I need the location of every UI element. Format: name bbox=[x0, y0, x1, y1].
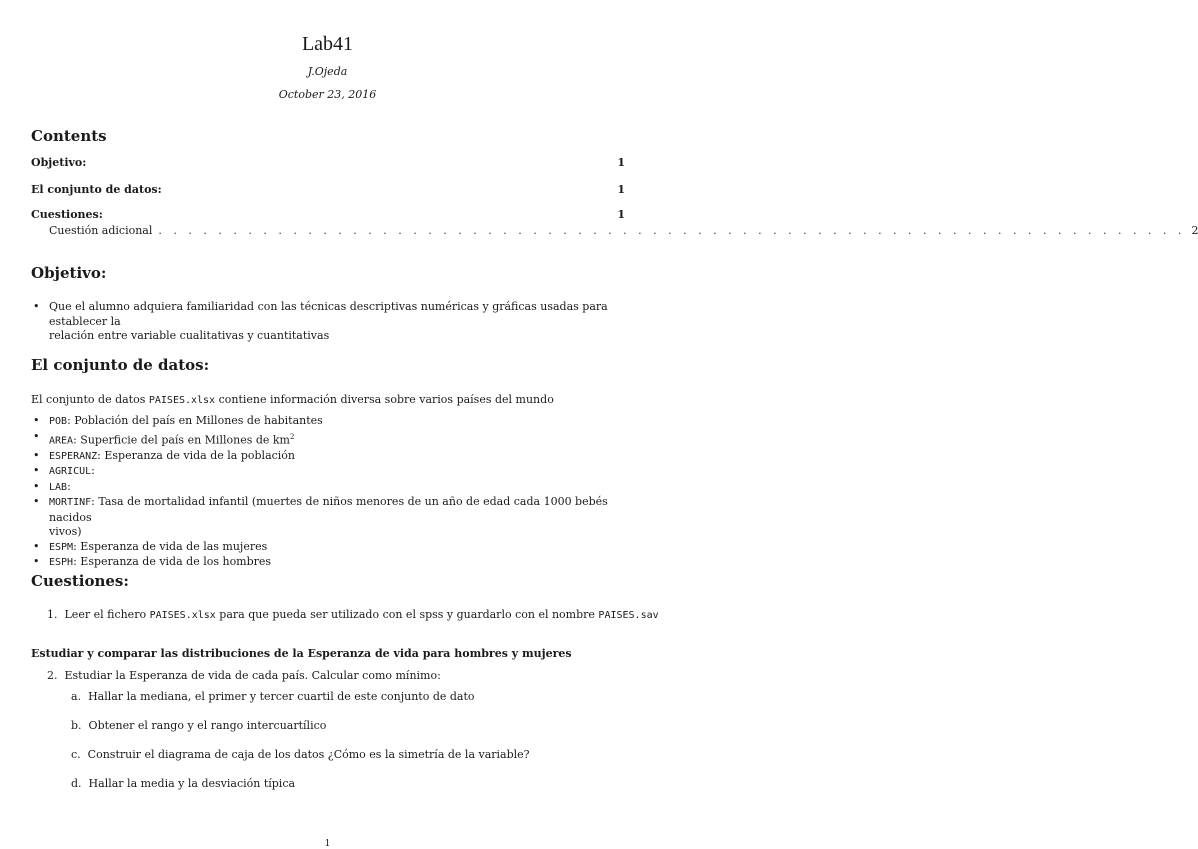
toc-entry-label: Cuestión adicional bbox=[49, 224, 153, 237]
var-code: ESPERANZ bbox=[49, 450, 98, 462]
sub-item-letter: d. bbox=[71, 777, 82, 790]
var-code: ESPH bbox=[49, 557, 74, 569]
section-heading-objetivo: Objetivo: bbox=[31, 264, 107, 282]
question-1 bbox=[47, 608, 659, 623]
list-item bbox=[31, 449, 631, 465]
list-item bbox=[31, 540, 631, 556]
sub-item-letter: c. bbox=[71, 748, 81, 761]
document-date: October 23, 2016 bbox=[278, 88, 377, 101]
question-2 bbox=[47, 669, 441, 683]
sub-item-letter: b. bbox=[71, 719, 82, 732]
sub-item-letter: a. bbox=[71, 690, 82, 703]
section-heading-conjunto: El conjunto de datos: bbox=[31, 356, 210, 374]
toc-entry-page: 1 bbox=[617, 183, 625, 196]
var-code: AREA bbox=[49, 435, 74, 447]
var-desc: : Esperanza de vida de las mujeres bbox=[73, 539, 268, 553]
page-number: 1 bbox=[324, 839, 331, 849]
question-text: Leer el fichero bbox=[64, 608, 150, 621]
toc-entry-conjunto[interactable] bbox=[31, 183, 625, 196]
list-item bbox=[31, 555, 631, 571]
sub-item-d bbox=[71, 777, 295, 791]
list-item bbox=[31, 414, 631, 430]
var-desc: : Esperanza de vida de los hombres bbox=[73, 555, 272, 569]
question-number: 2. bbox=[47, 669, 58, 682]
conjunto-intro bbox=[31, 393, 554, 408]
toc-entry-cuestiones[interactable] bbox=[31, 208, 625, 221]
var-code: MORTINF bbox=[49, 497, 92, 509]
toc-entry-objetivo[interactable] bbox=[31, 156, 625, 169]
objetivo-list bbox=[31, 300, 631, 344]
intro-text: El conjunto de datos bbox=[31, 393, 149, 406]
var-code: AGRICUL bbox=[49, 466, 92, 478]
intro-text-end: contiene información diversa sobre varios países del mundo bbox=[215, 393, 554, 406]
var-code: POB bbox=[49, 416, 68, 427]
var-desc: : bbox=[91, 464, 95, 478]
document-author: J.Ojeda bbox=[307, 65, 348, 78]
superscript: 2 bbox=[289, 432, 295, 441]
question-number: 1. bbox=[47, 608, 58, 621]
toc-entry-label: Objetivo: bbox=[31, 156, 87, 169]
sub-item-text: Obtener el rango y el rango intercuartílico bbox=[88, 719, 327, 732]
var-desc: : Población del país en Millones de habitantes bbox=[67, 414, 323, 427]
var-desc: : bbox=[67, 479, 71, 493]
list-item bbox=[31, 480, 631, 496]
filename-code: PAISES.xlsx bbox=[149, 610, 216, 621]
list-item bbox=[31, 430, 631, 449]
var-code: LAB bbox=[49, 481, 68, 493]
var-desc-cont: vivos) bbox=[49, 525, 82, 539]
objetivo-line-2: relación entre variable cualitativas y cuantitativas bbox=[49, 329, 330, 342]
toc-entry-page: 1 bbox=[617, 156, 625, 169]
var-desc: : Tasa de mortalidad infantil (muertes de niños menores de un año de edad cada 1000 bebés nacidos bbox=[49, 495, 608, 524]
toc-entry-label: Cuestiones: bbox=[31, 208, 103, 221]
section-heading-cuestiones: Cuestiones: bbox=[31, 572, 129, 590]
list-item bbox=[31, 300, 631, 344]
sub-item-c bbox=[71, 748, 530, 762]
question-text: Estudiar la Esperanza de vida de cada país. Calcular como mínimo: bbox=[64, 669, 441, 682]
list-item bbox=[31, 495, 631, 540]
list-item bbox=[31, 464, 631, 480]
var-desc: : Superficie del país en Millones de km bbox=[73, 433, 290, 447]
sub-item-text: Construir el diagrama de caja de los datos ¿Cómo es la simetría de la variable? bbox=[87, 748, 530, 761]
toc-heading: Contents bbox=[31, 127, 107, 145]
sub-item-b bbox=[71, 719, 326, 733]
document-title: Lab41 bbox=[301, 33, 354, 55]
question-text-mid: para que pueda ser utilizado con el spss y guardarlo con el nombre bbox=[215, 608, 599, 621]
toc-entry-cuestion-adicional[interactable] bbox=[49, 224, 1198, 237]
variables-list bbox=[31, 414, 631, 571]
subsection-heading: Estudiar y comparar las distribuciones de la Esperanza de vida para hombres y mujeres bbox=[31, 647, 572, 660]
sub-item-a bbox=[71, 690, 475, 704]
objetivo-line-1: Que el alumno adquiera familiaridad con las técnicas descriptivas numéricas y gráficas usadas para establecer la bbox=[49, 300, 608, 328]
filename-code: PAISES.xlsx bbox=[148, 395, 216, 406]
toc-leader-dots: . . . . . . . . . . . . . . . . . . . . . . . . . . . . . . . . . . . . . . . . . . . . . . . . . . . . . . . . . . . . . . . . . . . . . bbox=[158, 224, 1186, 237]
toc-entry-label: El conjunto de datos: bbox=[31, 183, 162, 196]
var-desc: : Esperanza de vida de la población bbox=[97, 448, 296, 462]
toc-entry-page: 2 bbox=[1191, 224, 1198, 237]
var-code: ESPM bbox=[49, 541, 74, 553]
filename-code: PAISES.sav bbox=[598, 610, 659, 621]
sub-item-text: Hallar la mediana, el primer y tercer cuartil de este conjunto de dato bbox=[88, 690, 475, 703]
toc-entry-page: 1 bbox=[617, 208, 625, 221]
sub-item-text: Hallar la media y la desviación típica bbox=[88, 777, 296, 790]
